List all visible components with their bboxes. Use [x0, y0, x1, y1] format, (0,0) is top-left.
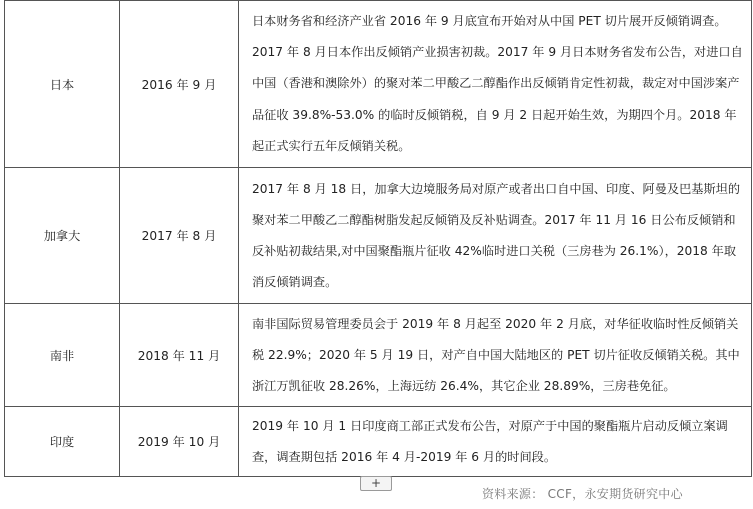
source-note: 资料来源： CCF，永安期货研究中心: [482, 487, 683, 501]
description-cell: 南非国际贸易管理委员会于 2019 年 8 月起至 2020 年 2 月底，对华征收临时性反倾销关税 22.9%；2020 年 5 月 19 日，对产自中国大陆地区的 PET 切片征收反倾销关税。其中浙江万凯征收 28.26%，上海远纺 26.4%，其它企业 28.89%，三房巷免征。: [239, 304, 752, 407]
country-cell: 南非: [5, 304, 120, 407]
date-cell: 2016 年 9 月: [120, 1, 239, 168]
anti-dumping-table: [4, 0, 752, 477]
table-row: [5, 168, 752, 304]
date-cell: 2017 年 8 月: [120, 168, 239, 304]
country-cell: 日本: [5, 1, 120, 168]
table-row: [5, 304, 752, 407]
expand-table-button[interactable]: +: [360, 476, 392, 491]
table-row: [5, 407, 752, 477]
date-cell: 2018 年 11 月: [120, 304, 239, 407]
description-cell: 2017 年 8 月 18 日，加拿大边境服务局对原产或者出口自中国、印度、阿曼及巴基斯坦的聚对苯二甲酸乙二醇酯树脂发起反倾销及反补贴调查。2017 年 11 月 16 日公布反倾销和反补贴初裁结果,对中国聚酯瓶片征收 42%临时进口关税（三房巷为 26.1%），2018 年取消反倾销调查。: [239, 168, 752, 304]
country-cell: 印度: [5, 407, 120, 477]
table-row: [5, 1, 752, 168]
date-cell: 2019 年 10 月: [120, 407, 239, 477]
description-cell: 2019 年 10 月 1 日印度商工部正式发布公告，对原产于中国的聚酯瓶片启动反倾立案调查，调查期包括 2016 年 4 月-2019 年 6 月的时间段。: [239, 407, 752, 477]
description-cell: 日本财务省和经济产业省 2016 年 9 月底宣布开始对从中国 PET 切片展开反倾销调查。2017 年 8 月日本作出反倾销产业损害初裁。2017 年 9 月日本财务省发布公告，对进口自中国（香港和澳除外）的聚对苯二甲酸乙二醇酯作出反倾销肯定性初裁，裁定对中国涉案产品征收 39.8%-53.0% 的临时反倾销税，自 9 月 2 日起开始生效，为期四个月。2018 年起正式实行五年反倾销关税。: [239, 1, 752, 168]
country-cell: 加拿大: [5, 168, 120, 304]
